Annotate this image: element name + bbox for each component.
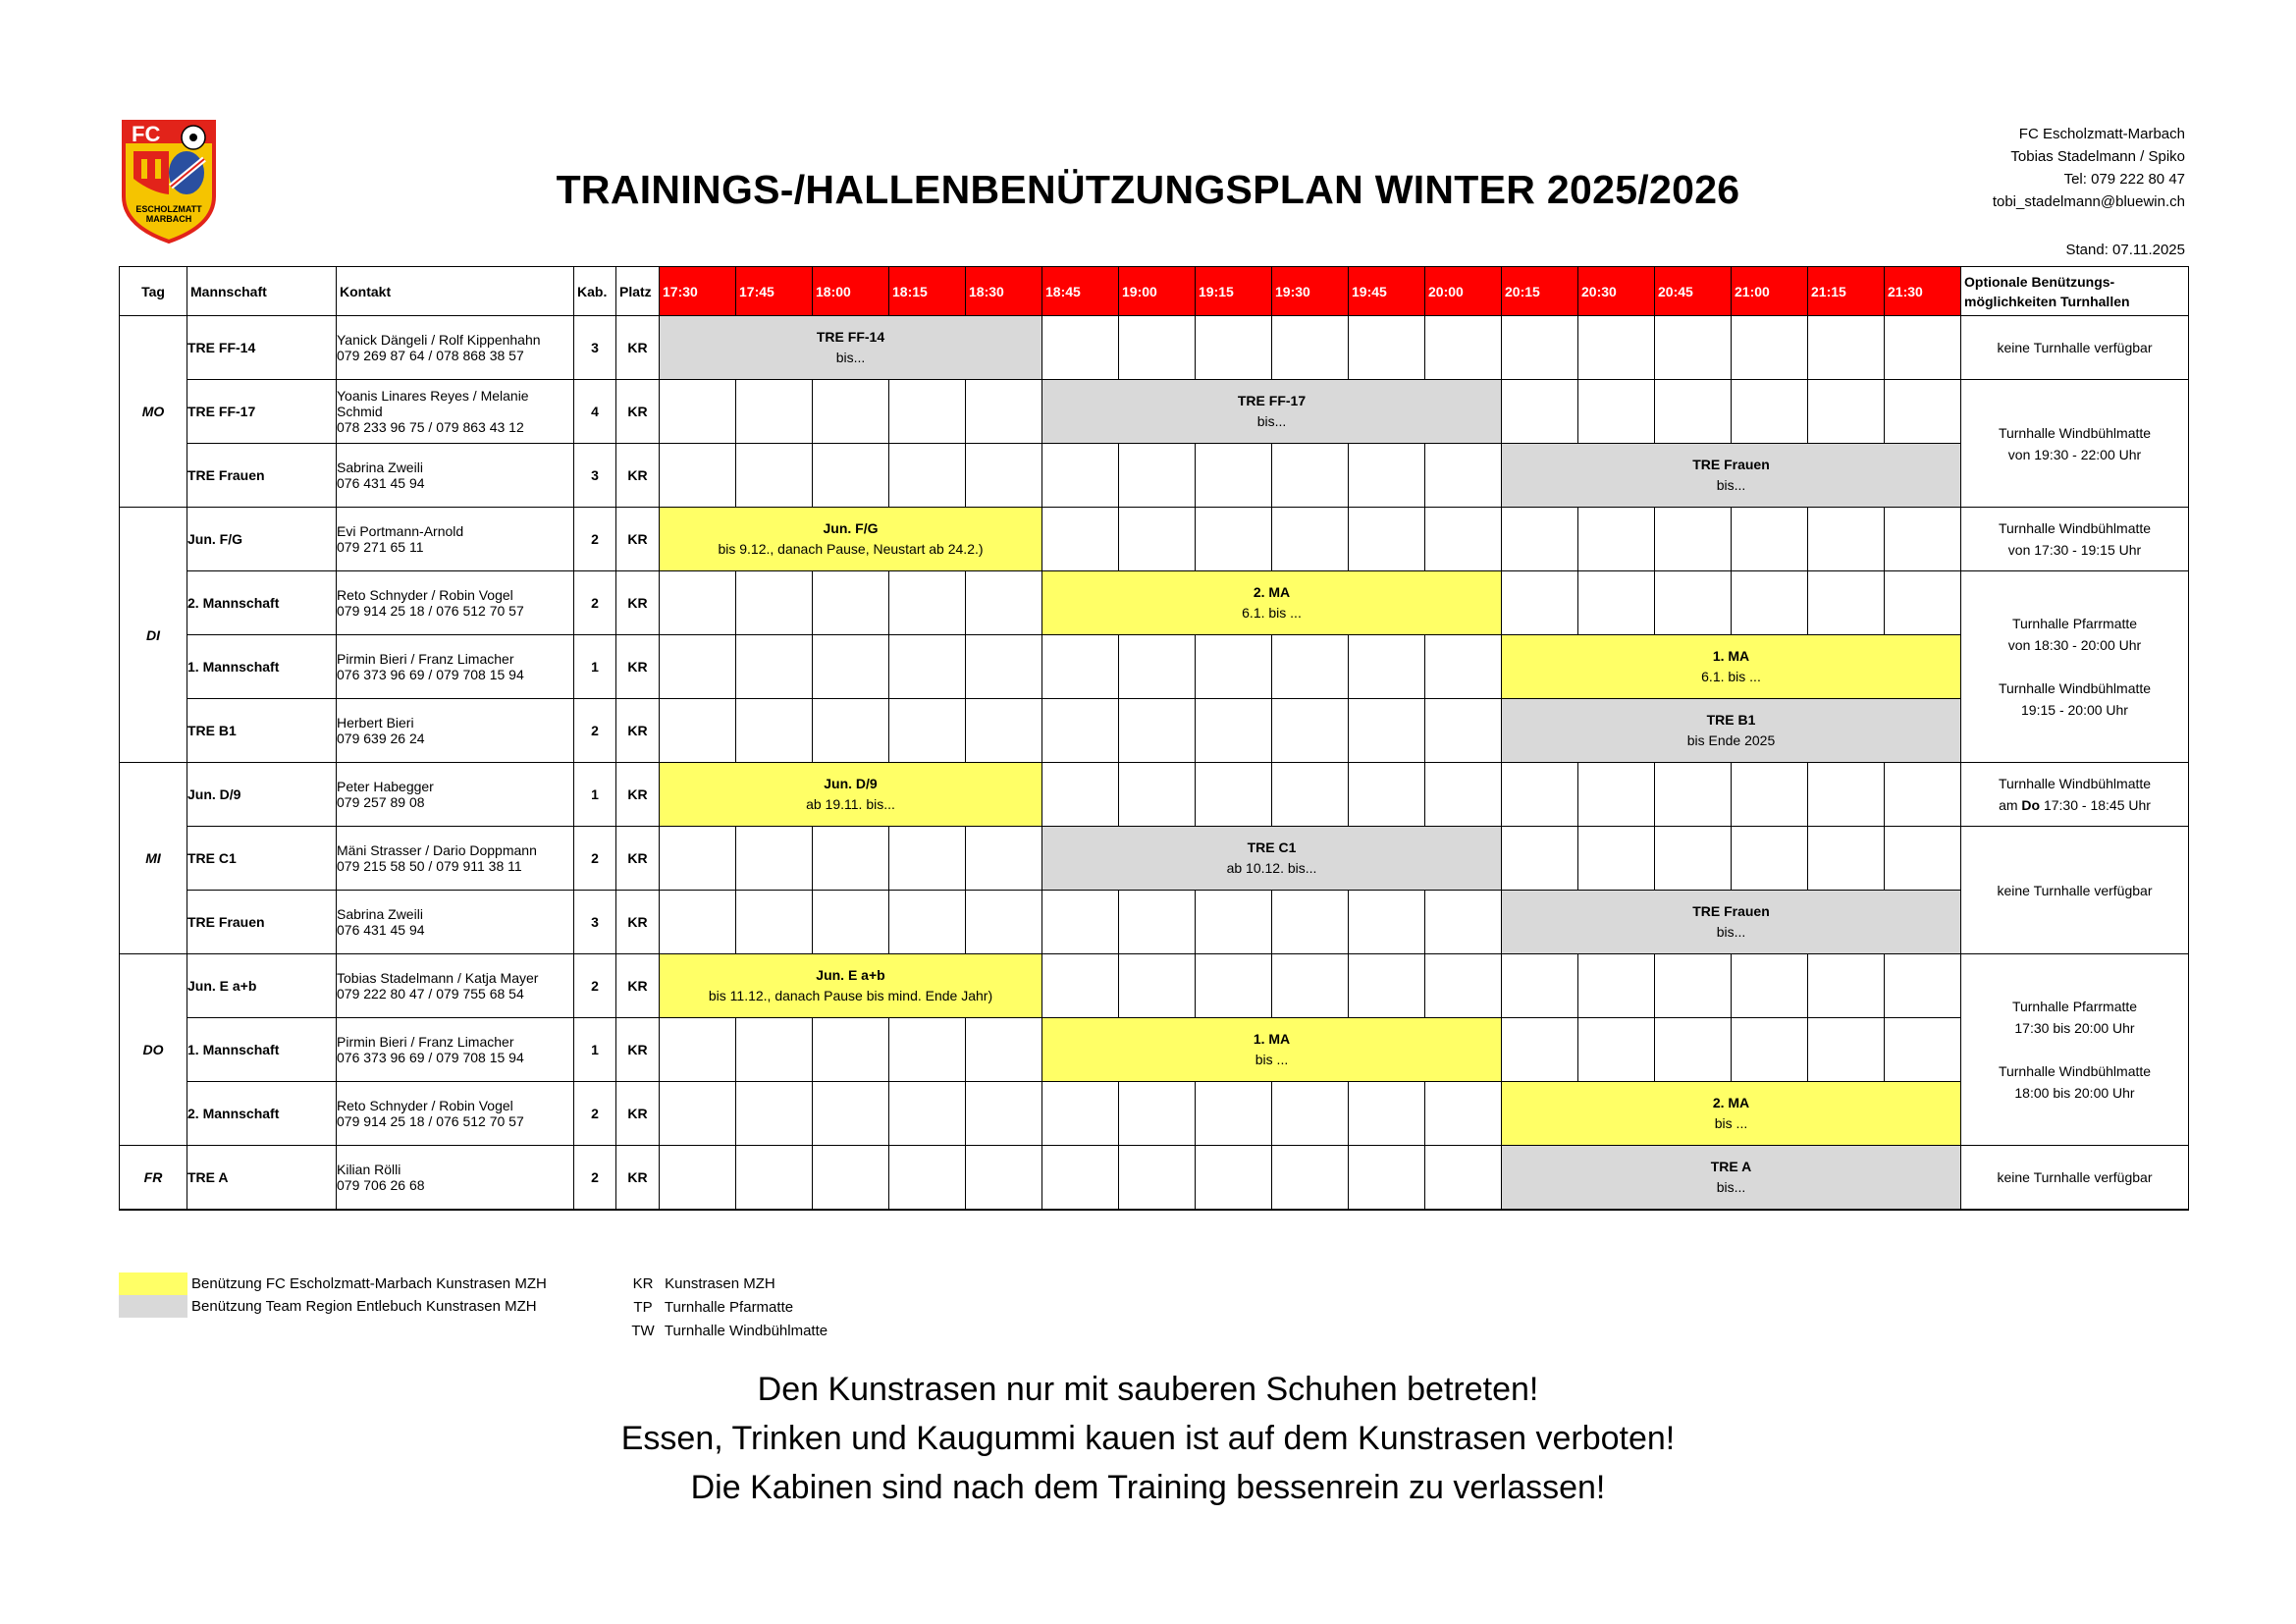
training-block: TRE B1 bis Ende 2025: [1502, 699, 1961, 763]
kabine: 2: [574, 827, 616, 891]
platz: KR: [616, 954, 660, 1018]
optional-hall: Turnhalle Windbühlmatte am Do 17:30 - 18:45 Uhr: [1961, 763, 2189, 827]
optional-hall: Turnhalle Windbühlmatte von 17:30 - 19:15 Uhr: [1961, 508, 2189, 571]
header-time: 18:45: [1042, 267, 1119, 316]
day-label: MO: [120, 316, 187, 508]
training-block: TRE Frauen bis...: [1502, 444, 1961, 508]
contact: Mäni Strasser / Dario Doppmann 079 215 58 50 / 079 911 38 11: [337, 827, 574, 891]
header-time: 18:30: [966, 267, 1042, 316]
contact: Sabrina Zweili 076 431 45 94: [337, 444, 574, 508]
header-kab: Kab.: [574, 267, 616, 316]
optional-hall: keine Turnhalle verfügbar: [1961, 316, 2189, 380]
team-name: TRE Frauen: [187, 891, 337, 954]
training-block: TRE FF-14 bis...: [660, 316, 1042, 380]
contact: Reto Schnyder / Robin Vogel 079 914 25 18 / 076 512 70 57: [337, 571, 574, 635]
legend-item: [119, 1272, 547, 1295]
kabine: 2: [574, 1082, 616, 1146]
table-row: [120, 571, 2189, 635]
kabine: 2: [574, 699, 616, 763]
platz: KR: [616, 699, 660, 763]
table-row: [120, 891, 2189, 954]
team-name: TRE B1: [187, 699, 337, 763]
code-item: KR Kunstrasen MZH: [632, 1275, 775, 1292]
contact: Yoanis Linares Reyes / Melanie Schmid 078 233 96 75 / 079 863 43 12: [337, 380, 574, 444]
header-platz: Platz: [616, 267, 660, 316]
team-name: TRE A: [187, 1146, 337, 1211]
club-info-line: tobi_stadelmann@bluewin.ch: [1992, 193, 2185, 210]
team-name: Jun. E a+b: [187, 954, 337, 1018]
optional-hall: keine Turnhalle verfügbar: [1961, 827, 2189, 954]
kabine: 1: [574, 763, 616, 827]
table-row: [120, 1146, 2189, 1211]
table-row: [120, 763, 2189, 827]
header-time: 21:30: [1885, 267, 1961, 316]
optional-hall: keine Turnhalle verfügbar: [1961, 1146, 2189, 1211]
platz: KR: [616, 1018, 660, 1082]
team-name: TRE FF-14: [187, 316, 337, 380]
day-label: DI: [120, 508, 187, 763]
header-optional-line: möglichkeiten Turnhallen: [1964, 293, 2130, 309]
header-time: 19:00: [1119, 267, 1196, 316]
team-name: TRE Frauen: [187, 444, 337, 508]
header-time: 19:45: [1349, 267, 1425, 316]
platz-codes-legend: [625, 1272, 828, 1343]
platz: KR: [616, 380, 660, 444]
rule-line: Den Kunstrasen nur mit sauberen Schuhen betreten!: [757, 1371, 1539, 1408]
header-time: 17:45: [736, 267, 813, 316]
contact: Reto Schnyder / Robin Vogel 079 914 25 18 / 076 512 70 57: [337, 1082, 574, 1146]
kabine: 3: [574, 316, 616, 380]
contact: Kilian Rölli 079 706 26 68: [337, 1146, 574, 1211]
kabine: 4: [574, 380, 616, 444]
platz: KR: [616, 763, 660, 827]
schedule-table: [119, 266, 2189, 1211]
header-optional-line: Optionale Benützungs-: [1964, 273, 2115, 290]
training-block: 1. MA bis ...: [1042, 1018, 1502, 1082]
team-name: Jun. D/9: [187, 763, 337, 827]
contact: Sabrina Zweili 076 431 45 94: [337, 891, 574, 954]
kabine: 2: [574, 954, 616, 1018]
logo-name-line1: ESCHOLZMATT: [135, 204, 202, 214]
club-info-line: Tobias Stadelmann / Spiko: [2010, 148, 2185, 165]
rule-line: Essen, Trinken und Kaugummi kauen ist auf dem Kunstrasen verboten!: [620, 1420, 1676, 1457]
kabine: 3: [574, 444, 616, 508]
table-row: [120, 1018, 2189, 1082]
header-optional: [1961, 267, 2189, 316]
day-label: MI: [120, 763, 187, 954]
legend-item: [119, 1295, 547, 1318]
contact: Peter Habegger 079 257 89 08: [337, 763, 574, 827]
kabine: 2: [574, 571, 616, 635]
training-block: 2. MA bis ...: [1502, 1082, 1961, 1146]
header-time: 18:15: [889, 267, 966, 316]
training-block: Jun. E a+b bis 11.12., danach Pause bis mind. Ende Jahr): [660, 954, 1042, 1018]
team-name: Jun. F/G: [187, 508, 337, 571]
table-row: [120, 827, 2189, 891]
training-block: TRE Frauen bis...: [1502, 891, 1961, 954]
contact: Herbert Bieri 079 639 26 24: [337, 699, 574, 763]
team-name: 2. Mannschaft: [187, 1082, 337, 1146]
club-info-line: Tel: 079 222 80 47: [2063, 171, 2185, 188]
stand-date: Stand: 07.11.2025: [2065, 242, 2185, 258]
kabine: 1: [574, 635, 616, 699]
platz: KR: [616, 1082, 660, 1146]
platz: KR: [616, 827, 660, 891]
legend-label: Benützung FC Escholzmatt-Marbach Kunstrasen MZH: [191, 1275, 547, 1292]
optional-hall: Turnhalle Windbühlmatte von 19:30 - 22:00 Uhr: [1961, 380, 2189, 508]
contact: Pirmin Bieri / Franz Limacher 076 373 96 69 / 079 708 15 94: [337, 1018, 574, 1082]
day-label: FR: [120, 1146, 187, 1211]
training-block: Jun. D/9 ab 19.11. bis...: [660, 763, 1042, 827]
table-row: [120, 635, 2189, 699]
team-name: TRE C1: [187, 827, 337, 891]
page-title: TRAININGS-/HALLENBENÜTZUNGSPLAN WINTER 2025/2026: [556, 167, 1740, 212]
platz: KR: [616, 444, 660, 508]
table-row: [120, 699, 2189, 763]
table-row: [120, 444, 2189, 508]
table-row: [120, 508, 2189, 571]
day-label: DO: [120, 954, 187, 1146]
kabine: 1: [574, 1018, 616, 1082]
training-block: TRE FF-17 bis...: [1042, 380, 1502, 444]
logo-name-line2: MARBACH: [145, 214, 192, 224]
header-time: 20:15: [1502, 267, 1578, 316]
team-name: 1. Mannschaft: [187, 635, 337, 699]
contact: Yanick Dängeli / Rolf Kippenhahn 079 269 87 64 / 078 868 38 57: [337, 316, 574, 380]
header-time: 19:15: [1196, 267, 1272, 316]
training-block: 2. MA 6.1. bis ...: [1042, 571, 1502, 635]
team-name: 1. Mannschaft: [187, 1018, 337, 1082]
header-time: 17:30: [660, 267, 736, 316]
header-tag: Tag: [120, 267, 187, 316]
training-block: Jun. F/G bis 9.12., danach Pause, Neustart ab 24.2.): [660, 508, 1042, 571]
contact: Pirmin Bieri / Franz Limacher 076 373 96 69 / 079 708 15 94: [337, 635, 574, 699]
code-item: TP Turnhalle Pfarmatte: [633, 1299, 794, 1316]
platz: KR: [616, 891, 660, 954]
header-time: 18:00: [813, 267, 889, 316]
table-row: [120, 380, 2189, 444]
header-kontakt: Kontakt: [337, 267, 574, 316]
club-info: [1993, 123, 2185, 213]
header-time: 20:30: [1578, 267, 1655, 316]
header-mannschaft: Mannschaft: [187, 267, 337, 316]
header-row: [120, 267, 2189, 316]
platz: KR: [616, 508, 660, 571]
header-time: 19:30: [1272, 267, 1349, 316]
team-name: 2. Mannschaft: [187, 571, 337, 635]
rule-line: Die Kabinen sind nach dem Training bessenrein zu verlassen!: [690, 1469, 1606, 1506]
header-time: 20:45: [1655, 267, 1732, 316]
contact: Tobias Stadelmann / Katja Mayer 079 222 80 47 / 079 755 68 54: [337, 954, 574, 1018]
kabine: 2: [574, 1146, 616, 1211]
code-item: TW Turnhalle Windbühlmatte: [631, 1323, 828, 1339]
color-legend: [119, 1272, 547, 1318]
kabine: 2: [574, 508, 616, 571]
club-info-line: FC Escholzmatt-Marbach: [2018, 126, 2185, 142]
rules-text: [0, 1365, 2296, 1512]
logo-letters: FC: [132, 122, 161, 146]
header-time: 21:15: [1808, 267, 1885, 316]
platz: KR: [616, 1146, 660, 1211]
table-row: [120, 954, 2189, 1018]
header-time: 21:00: [1732, 267, 1808, 316]
platz: KR: [616, 635, 660, 699]
table-row: [120, 1082, 2189, 1146]
header-time: 20:00: [1425, 267, 1502, 316]
training-block: 1. MA 6.1. bis ...: [1502, 635, 1961, 699]
training-block: TRE A bis...: [1502, 1146, 1961, 1211]
table-row: [120, 316, 2189, 380]
optional-hall: Turnhalle Pfarrmatte 17:30 bis 20:00 Uhr Turnhalle Windbühlmatte 18:00 bis 20:00 Uhr: [1961, 954, 2189, 1146]
legend-swatch-grey: [119, 1295, 187, 1318]
team-name: TRE FF-17: [187, 380, 337, 444]
contact: Evi Portmann-Arnold 079 271 65 11: [337, 508, 574, 571]
platz: KR: [616, 571, 660, 635]
platz: KR: [616, 316, 660, 380]
kabine: 3: [574, 891, 616, 954]
optional-hall: Turnhalle Pfarrmatte von 18:30 - 20:00 Uhr Turnhalle Windbühlmatte 19:15 - 20:00 Uhr: [1961, 571, 2189, 763]
legend-swatch-yellow: [119, 1272, 187, 1295]
legend-label: Benützung Team Region Entlebuch Kunstrasen MZH: [191, 1298, 537, 1315]
training-block: TRE C1 ab 10.12. bis...: [1042, 827, 1502, 891]
